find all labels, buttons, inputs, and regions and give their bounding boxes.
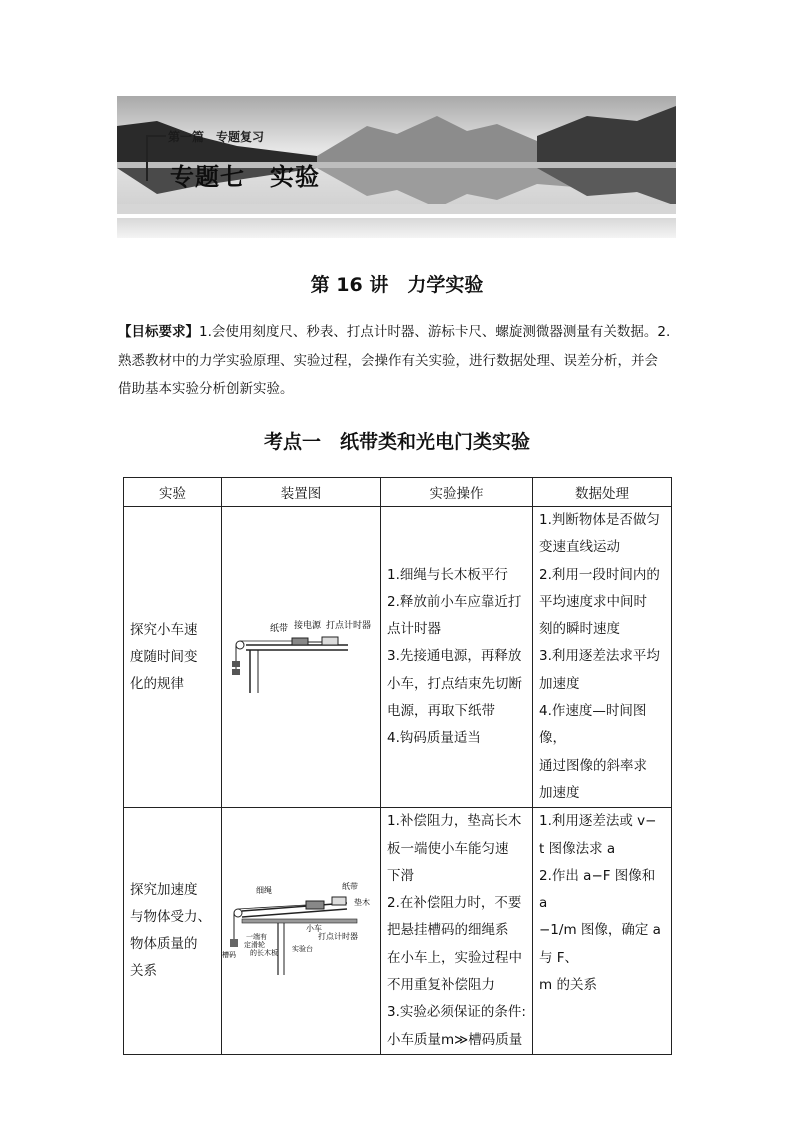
- svg-text:小车: 小车: [306, 924, 322, 934]
- goal-line: 1.会使用刻度尺、秒表、打点计时器、游标卡尺、螺旋测微器测量有关数据。2.: [199, 324, 671, 340]
- topic-title: 专题七 实验: [170, 163, 320, 191]
- lesson-title: 第 16 讲 力学实验: [310, 274, 484, 296]
- svg-text:打点计时器: 打点计时器: [326, 621, 372, 632]
- svg-text:细绳: 细绳: [256, 886, 272, 896]
- header-experiment: 实验: [124, 478, 222, 507]
- goal-label: 【目标要求】: [118, 324, 199, 340]
- experiment-table: [123, 477, 672, 1055]
- header-operation: 实验操作: [381, 478, 533, 507]
- header-data: 数据处理: [533, 478, 672, 507]
- experiment-name: 探究小车速 度随时间变 化的规律: [124, 507, 222, 808]
- table-row: [124, 507, 672, 808]
- svg-text:接电源: 接电源: [294, 621, 322, 632]
- svg-text:纸带: 纸带: [270, 624, 289, 635]
- svg-text:一端有: 一端有: [246, 933, 267, 942]
- table-row: [124, 808, 672, 1055]
- goal-line: 熟悉教材中的力学实验原理、实验过程，会操作有关实验，进行数据处理、误差分析，并会: [118, 352, 658, 369]
- apparatus-diagram: [222, 507, 381, 808]
- svg-text:垫木: 垫木: [354, 898, 370, 908]
- table-header-row: [124, 478, 672, 507]
- header-banner: [117, 96, 676, 214]
- section-title: 考点一 纸带类和光电门类实验: [263, 431, 530, 453]
- header-diagram: 装置图: [222, 478, 381, 507]
- data-processing: 1.判断物体是否做匀 变速直线运动 2.利用一段时间内的 平均速度求中间时 刻的瞬时速度 3.利用逐差法求平均 加速度 4.作速度—时间图像， 通过图像的斜率求 加速度: [533, 507, 672, 808]
- title-bracket: [146, 135, 166, 181]
- series-label: 第一篇 专题复习: [168, 130, 265, 144]
- svg-text:打点计时器: 打点计时器: [318, 932, 358, 942]
- svg-text:槽码: 槽码: [222, 951, 236, 960]
- acceleration-apparatus-illustration: [222, 881, 380, 977]
- velocity-apparatus-illustration: [222, 615, 380, 695]
- banner-underbar: [117, 218, 676, 238]
- svg-text:定滑轮: 定滑轮: [244, 941, 265, 950]
- data-processing: 1.利用逐差法或 v− t 图像法求 a 2.作出 a−F 图像和 a −1/m 图像，确定 a 与 F、 m 的关系: [533, 808, 672, 1055]
- goal-paragraph: [118, 318, 678, 404]
- operation-steps: 1.细绳与长木板平行 2.释放前小车应靠近打 点计时器 3.先接通电源，再释放 小车，打点结束先切断 电源，再取下纸带 4.钩码质量适当: [381, 507, 533, 808]
- svg-text:实验台: 实验台: [292, 945, 313, 954]
- goal-line: 借助基本实验分析创新实验。: [118, 381, 294, 397]
- operation-steps: 1.补偿阻力，垫高长木 板一端使小车能匀速 下滑 2.在补偿阻力时，不要 把悬挂槽码的细绳系 在小车上，实验过程中 不用重复补偿阻力 3.实验必须保证的条件: 小车质量m≫槽码质量: [381, 808, 533, 1055]
- svg-text:的长木板: 的长木板: [250, 949, 278, 958]
- experiment-name: 探究加速度 与物体受力、 物体质量的 关系: [124, 808, 222, 1055]
- apparatus-diagram: [222, 808, 381, 1055]
- svg-text:纸带: 纸带: [342, 882, 358, 892]
